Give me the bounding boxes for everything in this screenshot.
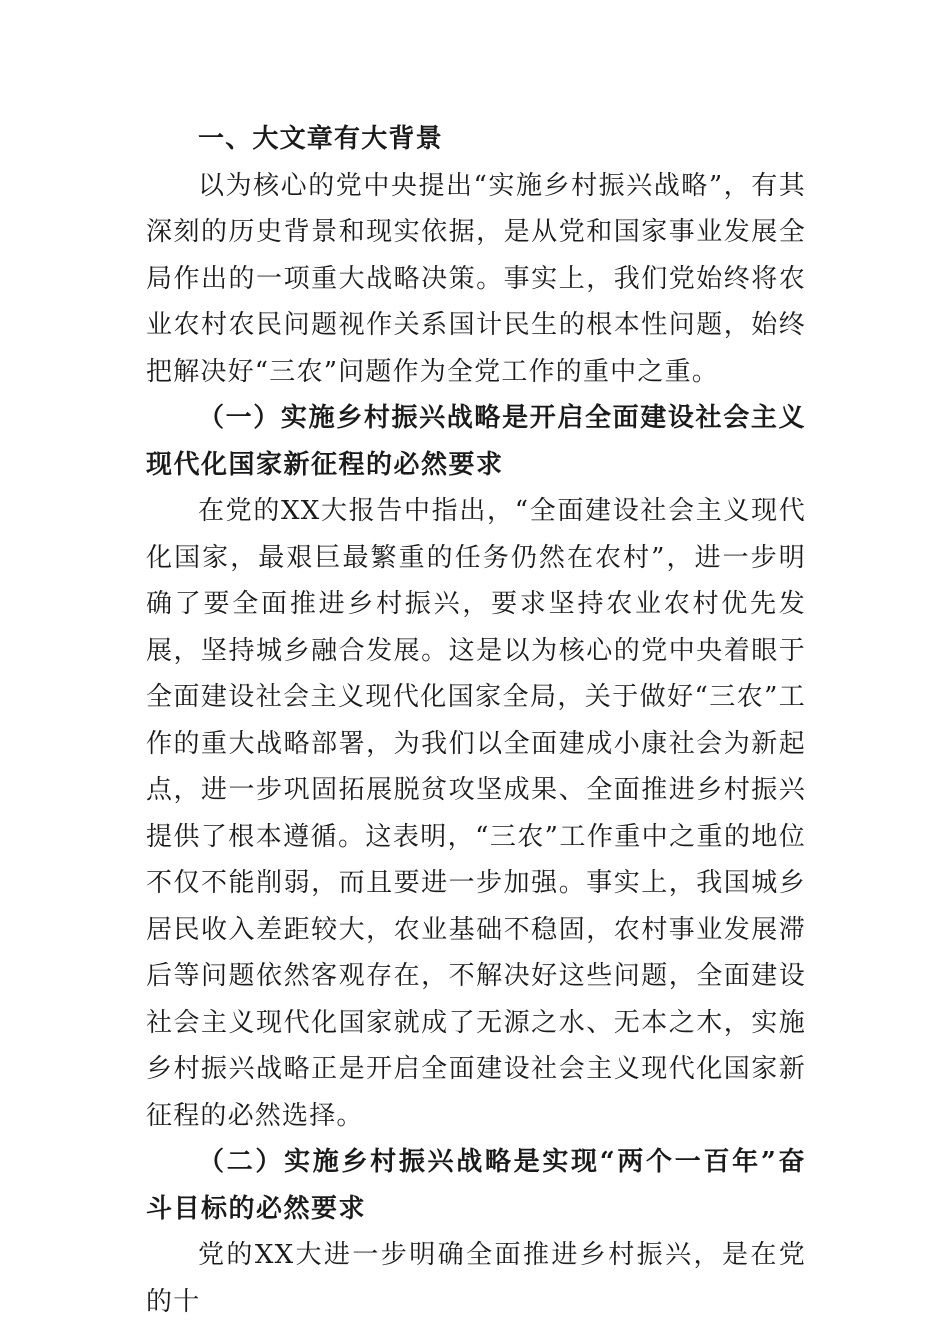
paragraph-1: 在党的XX大报告中指出，“全面建设社会主义现代化国家，最艰巨最繁重的任务仍然在农村”，进一步明确了要全面推进乡村振兴，要求坚持农业农村优先发展，坚持城乡融合发展。这是以为核心的党中央着眼于全面建设社会主义现代化国家全局，关于做好“三农”工作的重大战略部署，为我们以全面建成小康社会为新起点，进一步巩固拓展脱贫攻坚成果、全面推进乡村振兴提供了根本遵循。这表明，“三农”工作重中之重的地位不仅不能削弱，而且要进一步加强。事实上，我国城乡居民收入差距较大，农业基础不稳固，农村事业发展滞后等问题依然客观存在，不解决好这些问题，全面建设社会主义现代化国家就成了无源之水、无本之木，实施乡村振兴战略正是开启全面建设社会主义现代化国家新征程的必然选择。	[146, 496, 806, 1131]
section-heading: 一、大文章有大背景	[198, 124, 443, 154]
document-body	[146, 116, 806, 1325]
subsection-heading-2: （二）实施乡村振兴战略是实现“两个一百年”奋斗目标的必然要求	[146, 1147, 806, 1224]
paragraph-intro: 以为核心的党中央提出“实施乡村振兴战略”，有其深刻的历史背景和现实依据，是从党和国家事业发展全局作出的一项重大战略决策。事实上，我们党始终将农业农村农民问题视作关系国计民生的根本性问题，始终把解决好“三农”问题作为全党工作的重中之重。	[146, 170, 806, 387]
paragraph-2: 党的XX大进一步明确全面推进乡村振兴，是在党的十	[146, 1240, 806, 1317]
subsection-heading-1: （一）实施乡村振兴战略是开启全面建设社会主义现代化国家新征程的必然要求	[146, 403, 806, 480]
